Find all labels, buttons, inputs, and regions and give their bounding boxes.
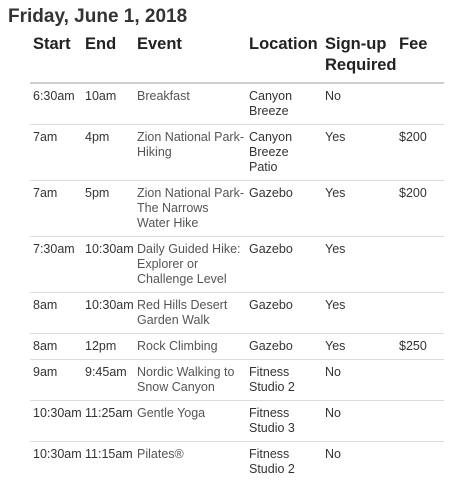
schedule-table bbox=[30, 30, 444, 482]
cell-start: 10:30am bbox=[30, 442, 82, 482]
cell-location: Gazebo bbox=[246, 237, 322, 293]
cell-event: Red Hills Desert Garden Walk bbox=[134, 293, 246, 334]
cell-fee: $200 bbox=[396, 125, 444, 181]
cell-fee: $200 bbox=[396, 181, 444, 237]
cell-signup: Yes bbox=[322, 334, 396, 360]
table-row bbox=[30, 442, 444, 482]
cell-end: 11:15am bbox=[82, 442, 134, 482]
cell-event: Nordic Walking to Snow Canyon bbox=[134, 360, 246, 401]
cell-event: Rock Climbing bbox=[134, 334, 246, 360]
cell-fee bbox=[396, 442, 444, 482]
cell-event: Daily Guided Hike: Explorer or Challenge Level bbox=[134, 237, 246, 293]
table-row bbox=[30, 401, 444, 442]
table-row bbox=[30, 125, 444, 181]
cell-signup: No bbox=[322, 401, 396, 442]
cell-event: Zion National Park-The Narrows Water Hike bbox=[134, 181, 246, 237]
cell-end: 11:25am bbox=[82, 401, 134, 442]
cell-fee bbox=[396, 83, 444, 125]
table-row bbox=[30, 293, 444, 334]
cell-fee bbox=[396, 293, 444, 334]
cell-event: Breakfast bbox=[134, 83, 246, 125]
cell-signup: Yes bbox=[322, 181, 396, 237]
schedule-rows bbox=[30, 83, 444, 482]
cell-location: Fitness Studio 3 bbox=[246, 401, 322, 442]
column-header-end: End bbox=[82, 30, 134, 83]
cell-location: Canyon Breeze Patio bbox=[246, 125, 322, 181]
table-row bbox=[30, 237, 444, 293]
cell-start: 10:30am bbox=[30, 401, 82, 442]
table-row bbox=[30, 83, 444, 125]
cell-location: Fitness Studio 2 bbox=[246, 360, 322, 401]
cell-signup: Yes bbox=[322, 293, 396, 334]
cell-end: 5pm bbox=[82, 181, 134, 237]
column-header-event: Event bbox=[134, 30, 246, 83]
cell-start: 9am bbox=[30, 360, 82, 401]
cell-start: 6:30am bbox=[30, 83, 82, 125]
cell-start: 8am bbox=[30, 293, 82, 334]
cell-end: 10:30am bbox=[82, 237, 134, 293]
cell-location: Fitness Studio 2 bbox=[246, 442, 322, 482]
cell-end: 4pm bbox=[82, 125, 134, 181]
cell-fee bbox=[396, 237, 444, 293]
cell-start: 8am bbox=[30, 334, 82, 360]
cell-end: 9:45am bbox=[82, 360, 134, 401]
table-row bbox=[30, 334, 444, 360]
cell-location: Gazebo bbox=[246, 293, 322, 334]
cell-start: 7am bbox=[30, 125, 82, 181]
cell-event: Gentle Yoga bbox=[134, 401, 246, 442]
cell-location: Gazebo bbox=[246, 181, 322, 237]
cell-fee bbox=[396, 360, 444, 401]
cell-start: 7:30am bbox=[30, 237, 82, 293]
column-header-signup: Sign-up Required bbox=[322, 30, 396, 83]
cell-event: Zion National Park-Hiking bbox=[134, 125, 246, 181]
column-header-start: Start bbox=[30, 30, 82, 83]
table-header-row bbox=[30, 30, 444, 83]
cell-event: Pilates® bbox=[134, 442, 246, 482]
cell-signup: Yes bbox=[322, 237, 396, 293]
cell-signup: Yes bbox=[322, 125, 396, 181]
cell-start: 7am bbox=[30, 181, 82, 237]
cell-signup: No bbox=[322, 360, 396, 401]
column-header-location: Location bbox=[246, 30, 322, 83]
cell-fee: $250 bbox=[396, 334, 444, 360]
table-row bbox=[30, 181, 444, 237]
cell-end: 10:30am bbox=[82, 293, 134, 334]
table-row bbox=[30, 360, 444, 401]
cell-location: Canyon Breeze bbox=[246, 83, 322, 125]
cell-fee bbox=[396, 401, 444, 442]
cell-signup: No bbox=[322, 83, 396, 125]
cell-signup: No bbox=[322, 442, 396, 482]
cell-end: 12pm bbox=[82, 334, 134, 360]
column-header-fee: Fee bbox=[396, 30, 444, 83]
cell-location: Gazebo bbox=[246, 334, 322, 360]
cell-end: 10am bbox=[82, 83, 134, 125]
page-title: Friday, June 1, 2018 bbox=[8, 6, 187, 28]
